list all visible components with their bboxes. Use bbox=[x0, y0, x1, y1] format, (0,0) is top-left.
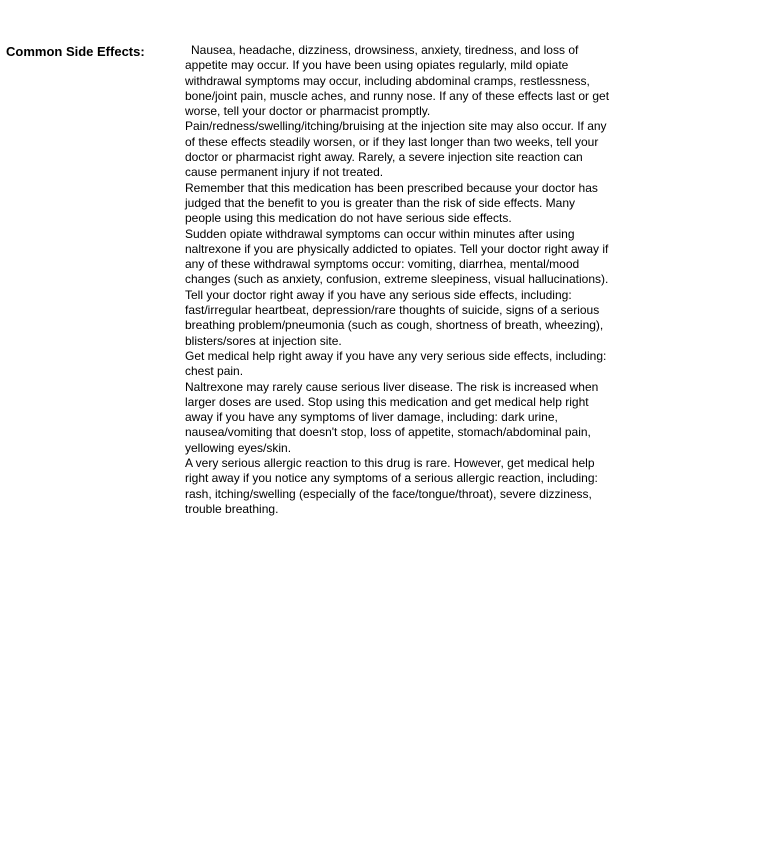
paragraph-very-serious: Get medical help right away if you have any very serious side effects, including: chest pain. bbox=[185, 348, 607, 379]
paragraph-benefit-risk: Remember that this medication has been prescribed because your doctor has judged that the benefit to you is greater than the risk of side effects. Many people using this medication do not have serious side effects. bbox=[185, 180, 598, 226]
paragraph-withdrawal: Sudden opiate withdrawal symptoms can occur within minutes after using naltrexone if you are physically addicted to opiates. Tell your doctor right away if any of these withdrawal symptoms occur: vomiting, diarrhea, mental/mood changes (such as anxiety, confusion, extreme sleepiness, visual hallucinations). bbox=[185, 226, 609, 287]
side-effects-text bbox=[185, 43, 613, 517]
section-label: Common Side Effects: bbox=[6, 44, 145, 59]
paragraph-liver: Naltrexone may rarely cause serious liver disease. The risk is increased when larger doses are used. Stop using this medication and get medical help right away if you have any symptoms of liver damage, including: dark urine, nausea/vomiting that doesn't stop, loss of appetite, stomach/abdominal pain, yellowing eyes/skin. bbox=[185, 379, 599, 455]
paragraph-allergic: A very serious allergic reaction to this drug is rare. However, get medical help right away if you notice any symptoms of a serious allergic reaction, including: rash, itching/swelling (especially of the face/tongue/throat), severe dizziness, trouble breathing. bbox=[185, 456, 598, 516]
paragraph-injection-site: Pain/redness/swelling/itching/bruising at the injection site may also occur. If any of these effects steadily worsen, or if they last longer than two weeks, tell your doctor or pharmacist right away. Rarely, a severe injection site reaction can cause permanent injury if not treated. bbox=[185, 119, 607, 180]
paragraph-serious-effects: Tell your doctor right away if you have any serious side effects, including: fast/irregular heartbeat, depression/rare thoughts of suicide, signs of a serious breathing problem/pneumonia (such as cough, shortness of breath, wheezing), blisters/sores at injection site. bbox=[185, 287, 604, 348]
paragraph-common-effects: Nausea, headache, dizziness, drowsiness, anxiety, tiredness, and loss of appetite may occur. If you have been using opiates regularly, mild opiate withdrawal symptoms may occur, including abdominal cramps, restlessness, bone/joint pain, muscle aches, and runny nose. If any of these effects last or get worse, tell your doctor or pharmacist promptly. bbox=[185, 43, 610, 119]
